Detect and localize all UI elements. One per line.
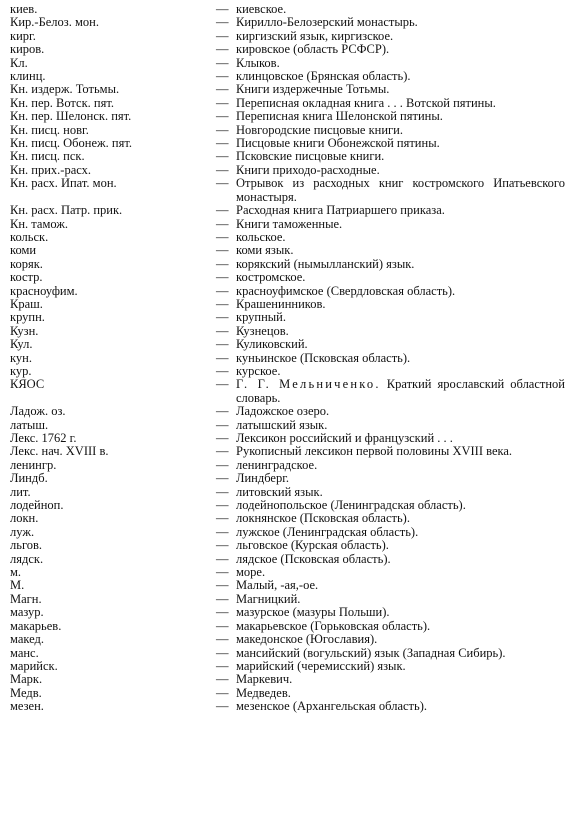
abbreviation: кирг. [10,29,36,43]
definition: кировское (область РСФСР). [236,42,390,57]
abbreviation-entry [10,432,565,445]
abbreviation-entry [10,204,565,217]
definition: Маркевич. [236,672,293,687]
abbreviation: киров. [10,43,45,57]
em-dash: — [216,15,229,30]
em-dash: — [216,203,229,218]
definition-text: Краткий ярославский областной словарь. [236,377,565,405]
abbreviation-entry [10,83,565,96]
author-name: Г. Г. Мельниченко. [236,377,381,392]
abbreviation: Лекс. 1762 г. [10,432,77,445]
abbreviation-entry [10,365,565,378]
abbreviation: Кн. тамож. [10,217,69,231]
definition: мезенское (Архангельская область). [236,699,427,714]
abbreviation: Кл. [10,56,28,70]
definition: море. [236,565,266,580]
em-dash: — [216,28,229,43]
em-dash: — [216,498,229,513]
em-dash: — [216,42,229,57]
definition: киргизский язык, киргизское. [236,28,394,43]
definition: корякский (нымылланский) язык. [236,256,415,271]
em-dash: — [216,243,229,258]
em-dash: — [216,538,229,553]
em-dash: — [216,484,229,499]
definition: костромское. [236,270,306,285]
definition: мансийский (вогульский) язык (Западная Сибирь). [236,645,506,660]
definition: куньинское (Псковская область). [236,350,411,365]
em-dash: — [216,685,229,700]
abbreviation: клинц. [10,70,46,84]
em-dash: — [216,591,229,606]
definition: Клыков. [236,55,280,70]
abbreviation: Марк. [10,673,43,687]
em-dash: — [216,645,229,660]
abbreviation-entry [10,673,565,686]
abbreviation-entry [10,164,565,177]
abbreviation-entry [10,472,565,485]
abbreviation-entry [10,606,565,619]
abbreviation: Кн. расх. Патр. прик. [10,204,123,218]
abbreviation: Кн. издерж. Тотьмы. [10,83,120,97]
abbreviation-entry [10,57,565,70]
em-dash: — [216,578,229,593]
definition: ленинградское. [236,457,318,472]
abbreviation-entry [10,633,565,646]
definition: Книги приходо-расходные. [236,162,380,177]
abbreviation-entry [10,459,565,472]
definition: лодейнопольское (Ленинградская область). [236,498,466,513]
abbreviation-entry [10,3,565,16]
abbreviation: крупн. [10,311,45,325]
definition: марийский (черемисский) язык. [236,658,406,673]
definition: мазурское (мазуры Польши). [236,605,390,620]
abbreviation-entry [10,566,565,579]
abbreviation: Линдб. [10,472,48,486]
abbreviation: Кузн. [10,324,39,338]
abbreviation-entry [10,150,565,163]
abbreviation: киев. [10,3,38,16]
abbreviation: М. [10,579,25,593]
abbreviation-entry [10,419,565,432]
em-dash: — [216,69,229,84]
abbreviation-entry [10,30,565,43]
abbreviation-entry [10,620,565,633]
em-dash: — [216,162,229,177]
definition: Магницкий. [236,591,301,606]
em-dash: — [216,122,229,137]
definition: Новгородские писцовые книги. [236,122,403,137]
abbreviation: локн. [10,512,39,526]
definition: локнянское (Псковская область). [236,511,410,526]
abbreviation: КЯОС [10,378,45,392]
definition: Крашенинников. [236,296,326,311]
abbreviation: макарьев. [10,619,62,633]
definition: Кирилло-Белозерский монастырь. [236,15,418,30]
abbreviation-entry [10,499,565,512]
em-dash: — [216,363,229,378]
abbreviation-entry [10,137,565,150]
em-dash: — [216,149,229,164]
em-dash: — [216,417,229,432]
definition: Кузнецов. [236,323,289,338]
em-dash: — [216,82,229,97]
abbreviation: льгов. [10,539,43,553]
abbreviation: красноуфим. [10,284,78,298]
definition: коми язык. [236,243,294,258]
abbreviation: луж. [10,525,35,539]
definition: красноуфимское (Свердловская область). [236,283,456,298]
em-dash: — [216,632,229,647]
abbreviation-entry [10,445,565,458]
definition: курское. [236,363,281,378]
em-dash: — [216,256,229,271]
definition: Куликовский. [236,337,308,352]
abbreviation-entry [10,311,565,324]
abbreviation-entry [10,539,565,552]
abbreviation-entry [10,298,565,311]
em-dash: — [216,377,229,392]
abbreviation-entry [10,271,565,284]
definition: Переписная окладная книга . . . Вотской пятины. [236,95,496,110]
abbreviation-entry [10,258,565,271]
em-dash: — [216,176,229,191]
abbreviation: коряк. [10,257,43,271]
abbreviation: Кн. пер. Вотск. пят. [10,96,115,110]
abbreviation-entry [10,285,565,298]
abbreviation-entry [10,325,565,338]
em-dash: — [216,109,229,124]
abbreviation: Кир.-Белоз. мон. [10,16,99,30]
abbreviation: мезен. [10,700,44,714]
abbreviation: мазур. [10,606,44,620]
abbreviation: латыш. [10,418,49,432]
abbreviation-entry [10,486,565,499]
definition: Ладожское озеро. [236,404,330,419]
em-dash: — [216,511,229,526]
definition: киевское. [236,2,287,16]
definition: Медведев. [236,685,291,700]
abbreviation-entry [10,218,565,231]
definition: литовский язык. [236,484,323,499]
definition [236,378,565,405]
abbreviation-entry [10,124,565,137]
abbreviation: Лекс. нач. XVIII в. [10,445,109,459]
abbreviation-entry [10,647,565,660]
definition: Переписная книга Шелонской пятины. [236,109,443,124]
definition: лядское (Псковская область). [236,551,391,566]
abbreviation-entry [10,43,565,56]
abbreviation-entry [10,526,565,539]
abbreviation-entry [10,579,565,592]
em-dash: — [216,672,229,687]
abbreviation: Ладож. оз. [10,405,66,419]
em-dash: — [216,55,229,70]
em-dash: — [216,551,229,566]
abbreviation: Кн. писц. Обонеж. пят. [10,137,132,151]
abbreviation: лядск. [10,552,44,566]
em-dash: — [216,350,229,365]
definition: кольское. [236,229,286,244]
abbreviation: марийск. [10,659,58,673]
abbreviation-entry [10,110,565,123]
definition: крупный. [236,310,286,325]
em-dash: — [216,337,229,352]
abbreviation-entry [10,338,565,351]
em-dash: — [216,618,229,633]
abbreviation-entry [10,553,565,566]
definition: Писцовые книги Обонежской пятины. [236,136,440,151]
em-dash: — [216,216,229,231]
abbreviation: лодейноп. [10,499,64,513]
em-dash: — [216,95,229,110]
em-dash: — [216,658,229,673]
abbreviation: кун. [10,351,32,365]
abbreviation: Кн. писц. пск. [10,150,85,164]
definition: льговское (Курская область). [236,538,389,553]
abbreviation-entry [10,660,565,673]
definition: Малый, -ая,-ое. [236,578,319,593]
abbreviation-entry [10,405,565,418]
definition: Книги таможенные. [236,216,343,231]
abbreviation-entry [10,244,565,257]
em-dash: — [216,229,229,244]
abbreviation: Кул. [10,338,33,352]
em-dash: — [216,605,229,620]
em-dash: — [216,699,229,714]
abbreviation: ленингр. [10,458,57,472]
definition: Книги издержечные Тотьмы. [236,82,390,97]
abbreviation-entry [10,231,565,244]
abbreviation: Краш. [10,297,43,311]
abbreviation-entry [10,177,565,204]
definition: Лексикон российский и французский . . . [236,431,453,445]
abbreviation-entry [10,70,565,83]
abbreviation-entry [10,593,565,606]
abbreviation-entry [10,16,565,29]
em-dash: — [216,136,229,151]
em-dash: — [216,457,229,472]
definition: Линдберг. [236,471,290,486]
abbreviation: Медв. [10,686,42,700]
definition: Псковские писцовые книги. [236,149,385,164]
em-dash: — [216,444,229,459]
definition: македонское (Югославия). [236,632,378,647]
abbreviation: коми [10,244,37,258]
definition: клинцовское (Брянская область). [236,69,411,84]
abbreviation: Кн. пер. Шелонск. пят. [10,110,132,124]
abbreviation: кольск. [10,230,49,244]
definition: Рукописный лексикон первой половины XVIII века. [236,444,513,459]
definition: Расходная книга Патриаршего приказа. [236,203,445,218]
abbreviation: костр. [10,271,43,285]
definition: Отрывок из расходных книг костромского Ипатьевского монастыря. [236,176,565,204]
em-dash: — [216,565,229,580]
abbreviation: м. [10,566,22,580]
abbreviation: манс. [10,646,39,660]
abbreviation: макед. [10,633,45,647]
em-dash: — [216,431,229,445]
abbreviation: Кн. расх. Ипат. мон. [10,177,117,191]
em-dash: — [216,471,229,486]
em-dash: — [216,323,229,338]
abbreviation: лит. [10,485,31,499]
em-dash: — [216,524,229,539]
abbreviation-entry [10,687,565,700]
em-dash: — [216,310,229,325]
definition: латышский язык. [236,417,328,432]
abbreviation-entry [10,352,565,365]
abbreviation: Кн. прих.-расх. [10,163,91,177]
abbreviation: Магн. [10,592,42,606]
definition: лужское (Ленинградская область). [236,524,419,539]
em-dash: — [216,2,229,16]
em-dash: — [216,296,229,311]
em-dash: — [216,270,229,285]
definition: макарьевское (Горьковская область). [236,618,431,633]
em-dash: — [216,283,229,298]
abbreviation-entry [10,378,565,405]
abbreviation-entry [10,700,565,713]
abbreviation-entry [10,512,565,525]
abbreviation-entry [10,97,565,110]
em-dash: — [216,404,229,419]
abbreviation: Кн. писц. новг. [10,123,89,137]
abbreviation: кур. [10,364,32,378]
